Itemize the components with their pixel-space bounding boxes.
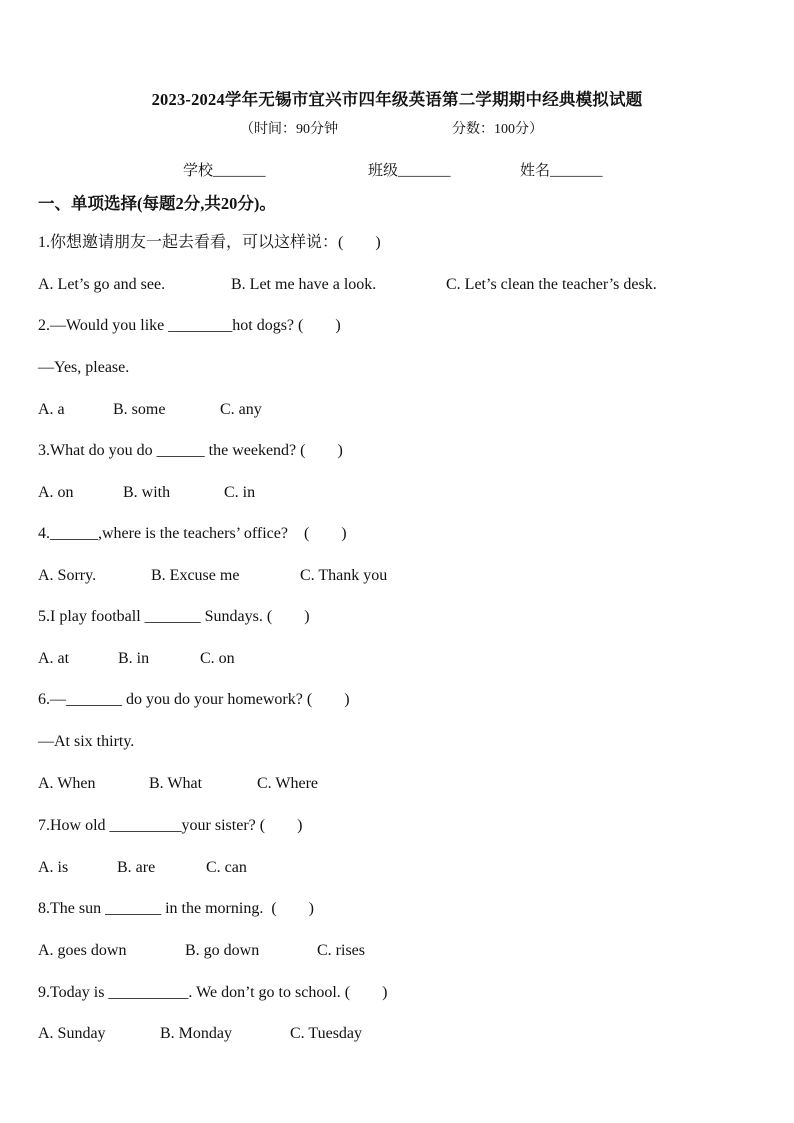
question-4-option-b[interactable]: B. Excuse me <box>151 567 240 584</box>
question-1-option-a[interactable]: A. Let’s go and see. <box>38 276 166 293</box>
question-3-stem: 3.What do you do ______ the weekend? ( ) <box>38 442 343 459</box>
question-5-option-c[interactable]: C. on <box>200 650 235 667</box>
question-4-option-a[interactable]: A. Sorry. <box>38 567 97 584</box>
question-7-option-b[interactable]: B. are <box>117 859 156 876</box>
question-5-option-a[interactable]: A. at <box>38 650 70 667</box>
question-9-option-c[interactable]: C. Tuesday <box>290 1025 363 1042</box>
question-6-stem: 6.—_______ do you do your homework? ( ) <box>38 691 350 708</box>
exam-score: 分数：100分） <box>452 122 543 137</box>
exam-time: （时间：90分钟 <box>240 122 338 137</box>
question-2-stem: 2.—Would you like ________hot dogs? ( ) <box>38 317 341 334</box>
question-1-stem: 1.你想邀请朋友一起去看看，可以这样说：( ) <box>38 234 381 251</box>
question-6-option-c[interactable]: C. Where <box>257 775 319 792</box>
question-9-option-b[interactable]: B. Monday <box>160 1025 232 1042</box>
question-5-stem: 5.I play football _______ Sundays. ( ) <box>38 608 310 625</box>
question-2-answer-line: —Yes, please. <box>38 359 130 376</box>
question-7-option-c[interactable]: C. can <box>206 859 247 876</box>
section-title: 一、单项选择(每题2分,共20分)。 <box>38 194 276 213</box>
question-7-stem: 7.How old _________your sister? ( ) <box>38 817 303 834</box>
question-8-option-b[interactable]: B. go down <box>185 942 260 959</box>
question-3-option-a[interactable]: A. on <box>38 484 74 501</box>
question-6-option-b[interactable]: B. What <box>149 775 203 792</box>
question-4-option-c[interactable]: C. Thank you <box>300 567 388 584</box>
question-3-option-b[interactable]: B. with <box>123 484 171 501</box>
question-7-option-a[interactable]: A. is <box>38 859 69 876</box>
question-3-option-c[interactable]: C. in <box>224 484 256 501</box>
question-8-stem: 8.The sun _______ in the morning. ( ) <box>38 900 314 917</box>
question-8-option-a[interactable]: A. goes down <box>38 942 127 959</box>
question-9-stem: 9.Today is __________. We don’t go to school. ( ) <box>38 984 388 1001</box>
question-1-option-c[interactable]: C. Let’s clean the teacher’s desk. <box>446 276 657 293</box>
question-2-option-c[interactable]: C. any <box>220 401 262 418</box>
question-2-option-a[interactable]: A. a <box>38 401 65 418</box>
question-2-option-b[interactable]: B. some <box>113 401 166 418</box>
question-9-option-a[interactable]: A. Sunday <box>38 1025 106 1042</box>
class-field[interactable]: 班级_______ <box>368 163 451 179</box>
exam-title: 2023-2024学年无锡市宜兴市四年级英语第二学期期中经典模拟试题 <box>151 90 643 109</box>
question-6-answer-line: —At six thirty. <box>38 733 135 750</box>
question-4-stem: 4.______,where is the teachers’ office? ( ) <box>38 525 347 542</box>
name-field[interactable]: 姓名_______ <box>520 163 603 179</box>
question-1-option-b[interactable]: B. Let me have a look. <box>231 276 377 293</box>
question-6-option-a[interactable]: A. When <box>38 775 96 792</box>
school-field[interactable]: 学校_______ <box>183 163 266 179</box>
question-5-option-b[interactable]: B. in <box>118 650 150 667</box>
question-8-option-c[interactable]: C. rises <box>317 942 365 959</box>
